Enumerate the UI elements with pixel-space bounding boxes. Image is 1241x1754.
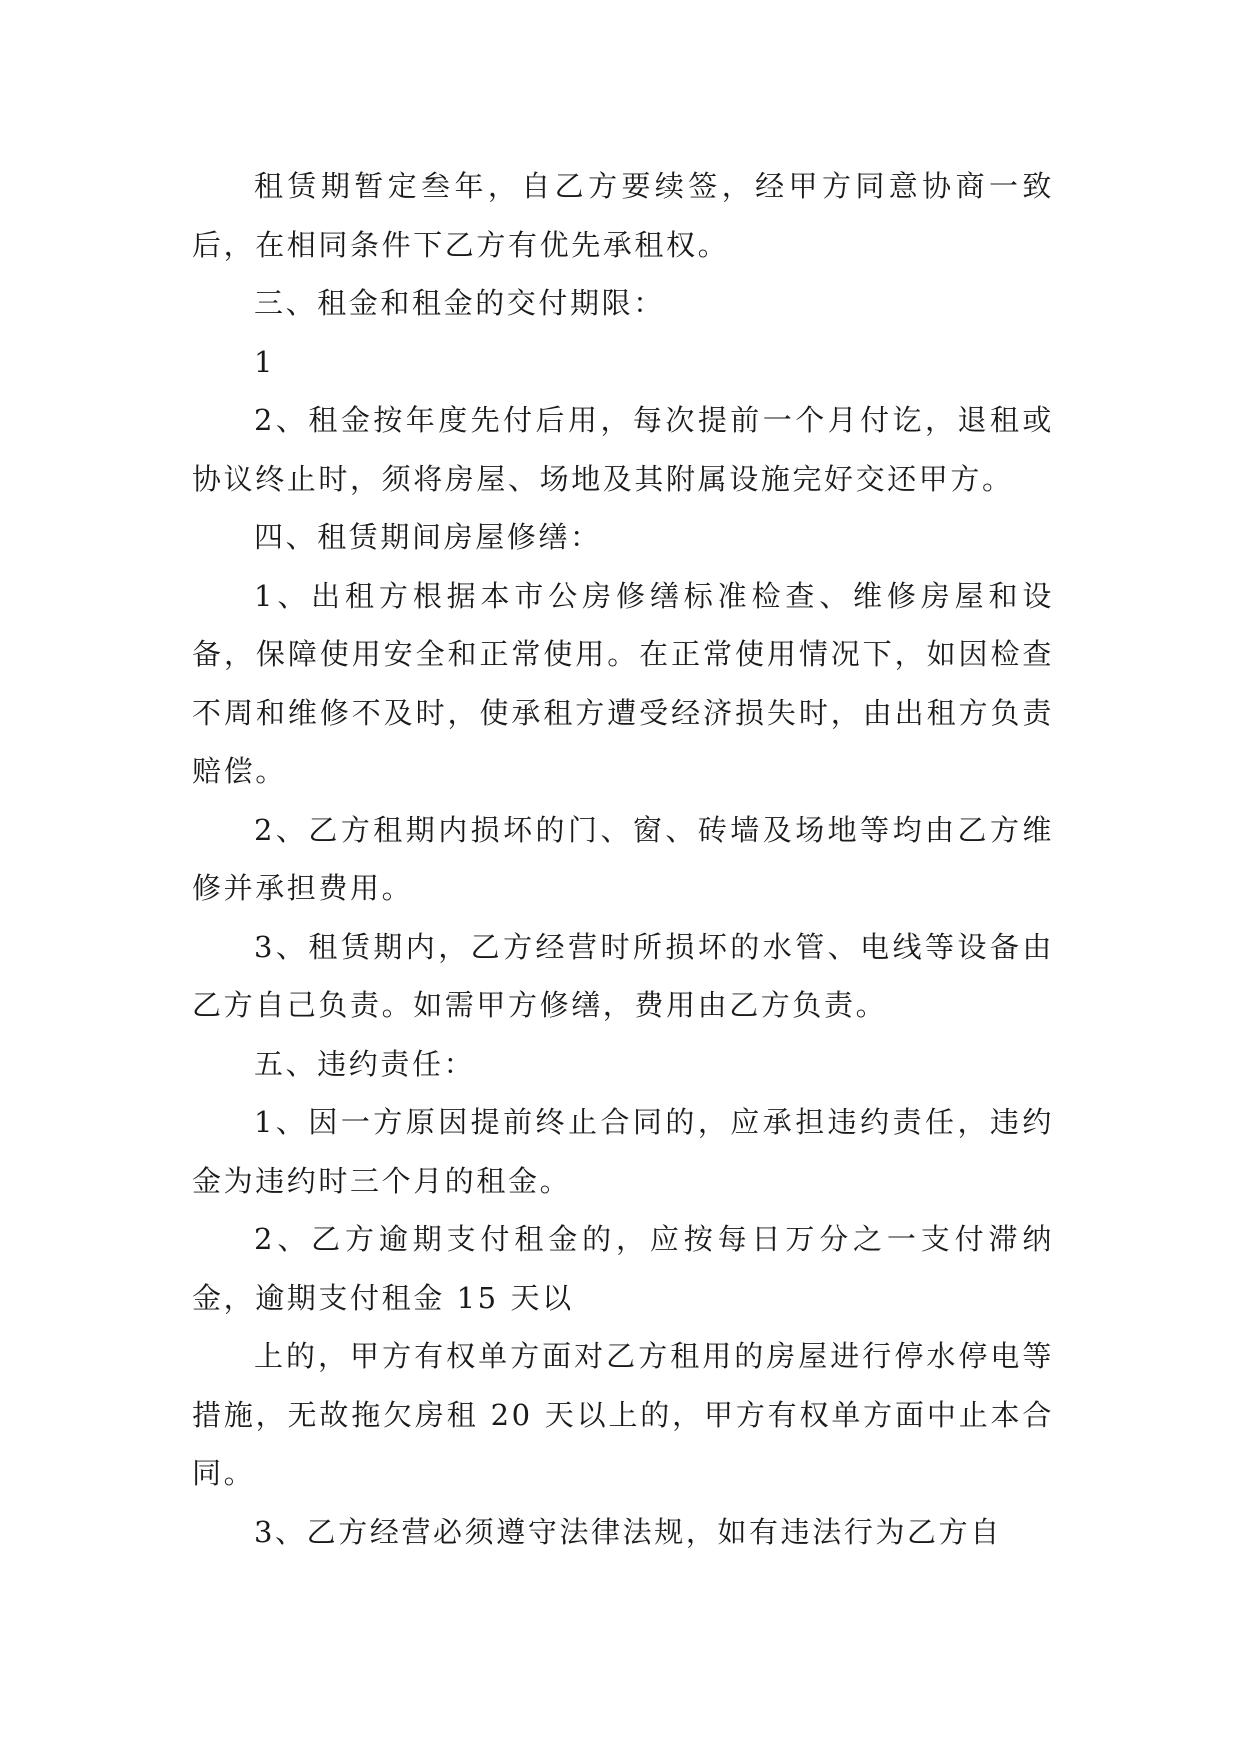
heading-repairs: 四、租赁期间房屋修缮： (254, 520, 602, 554)
paragraph-item-1: 1 (254, 344, 276, 379)
heading-breach: 五、违约责任： (254, 1046, 476, 1081)
paragraph-tenant-damage: 2、乙方租期内损坏的门、窗、砖墙及场地等均由乙方维修并承担费用。 (192, 812, 1054, 905)
paragraph-equipment-damage: 3、租赁期内，乙方经营时所损坏的水管、电线等设备由乙方自己负责。如需甲方修缮，费用由乙方负责。 (192, 929, 1054, 1022)
paragraph-rent-advance: 2、租金按年度先付后用，每次提前一个月付讫，退租或协议终止时，须将房屋、场地及其附属设施完好交还甲方。 (192, 403, 1054, 496)
paragraph-compliance: 3、乙方经营必须遵守法律法规，如有违法行为乙方自 (254, 1514, 1002, 1549)
paragraph-late-payment: 2、乙方逾期支付租金的，应按每日万分之一支付滞纳金，逾期支付租金 15 天以 (192, 1222, 1054, 1315)
document-body (192, 157, 1054, 1561)
paragraph-repair-standard: 1、出租方根据本市公房修缮标准检查、维修房屋和设备，保障使用安全和正常使用。在正常使用情况下，如因检查不周和维修不及时，使承租方遭受经济损失时，由出租方负责赔偿。 (192, 578, 1054, 788)
paragraph-early-termination: 1、因一方原因提前终止合同的，应承担违约责任，违约金为违约时三个月的租金。 (192, 1105, 1054, 1198)
paragraph-lease-term: 租赁期暂定叁年，自乙方要续签，经甲方同意协商一致后，在相同条件下乙方有优先承租权。 (192, 169, 1054, 262)
heading-rent-payment: 三、租金和租金的交付期限： (254, 286, 665, 320)
paragraph-late-payment-continued: 上的，甲方有权单方面对乙方租用的房屋进行停水停电等措施，无故拖欠房租 20 天以上的，甲方有权单方面中止本合同。 (192, 1339, 1054, 1490)
